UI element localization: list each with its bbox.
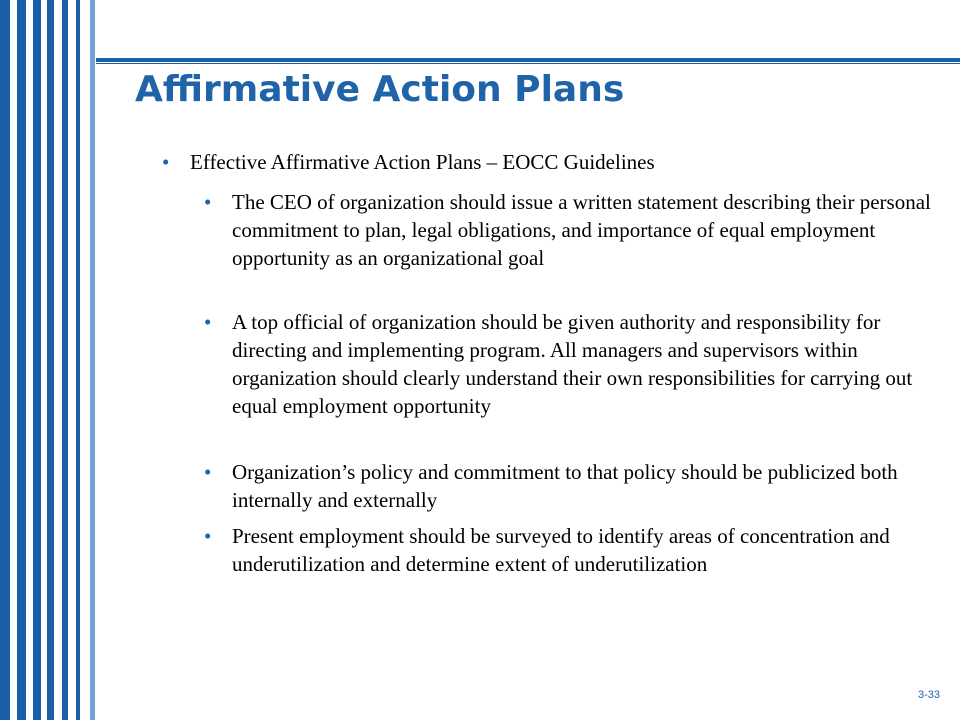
- slide-title: Affirmative Action Plans: [135, 69, 625, 110]
- bullet-level2-item: Present employment should be surveyed to identify areas of concentration and underutilization and determine extent of underutilization: [232, 524, 890, 576]
- decorative-stripes: [0, 0, 96, 720]
- bullet-icon: •: [204, 310, 212, 334]
- bullet-level2-item: The CEO of organization should issue a written statement describing their personal commitment to plan, legal obligations, and importance of equal employment opportunity as an organizational goal: [232, 190, 931, 270]
- page-number: 3-33: [917, 689, 940, 701]
- bullet-icon: •: [204, 190, 212, 214]
- bullet-icon: •: [204, 524, 212, 548]
- bullet-level1: Effective Affirmative Action Plans – EOCC Guidelines: [190, 150, 655, 174]
- bullet-icon: •: [162, 150, 170, 174]
- bullet-level2-item: A top official of organization should be given authority and responsibility for directing and implementing program. All managers and supervisors within organization should clearly understand their own responsibilities for carrying out equal employment opportunity: [232, 310, 913, 418]
- bullet-icon: •: [204, 460, 212, 484]
- bullet-level2-item: Organization’s policy and commitment to that policy should be publicized both internally and externally: [232, 460, 898, 512]
- title-underline: [96, 58, 960, 65]
